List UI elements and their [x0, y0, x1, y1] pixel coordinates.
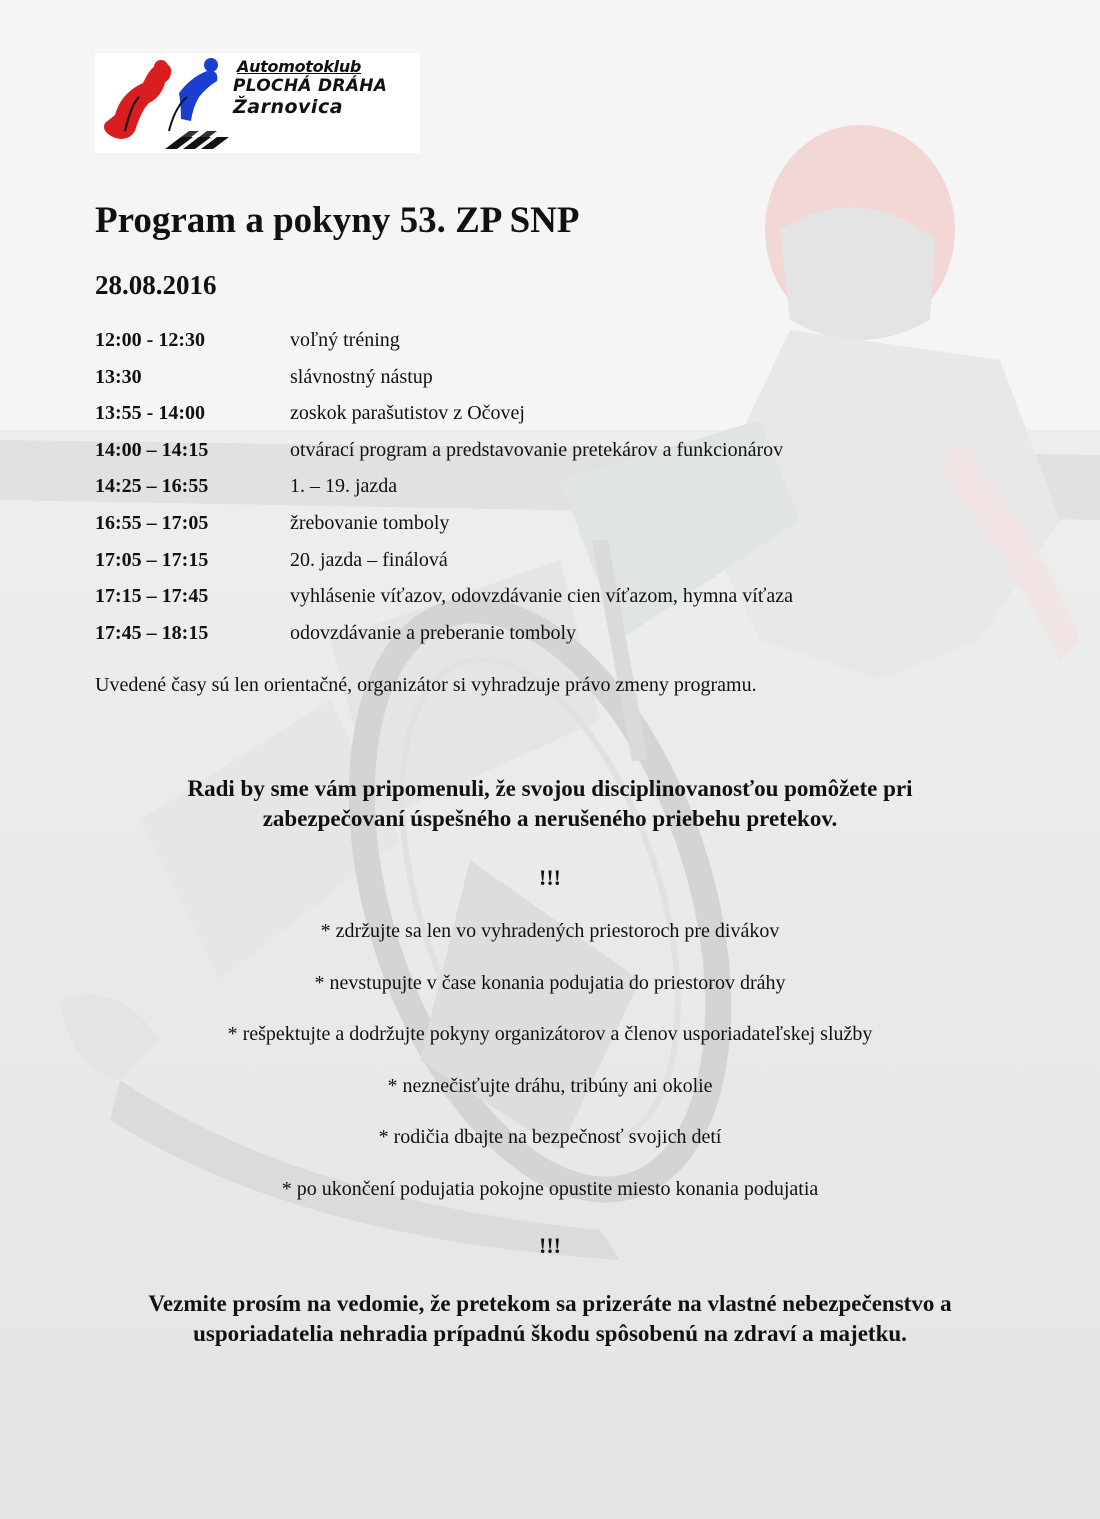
schedule-row [95, 400, 995, 437]
rule-item: * zdržujte sa len vo vyhradených priestoroch pre divákov [320, 920, 780, 942]
appeal-line: zabezpečovaní úspešného a nerušeného priebehu pretekov. [262, 806, 838, 831]
schedule-event: 20. jazda – finálová [290, 548, 448, 571]
speedway-rider-logo-icon [95, 53, 235, 153]
logo-text [233, 59, 423, 117]
schedule-time: 14:00 – 14:15 [95, 438, 209, 461]
appeal-paragraph [0, 774, 1100, 834]
warning-line: Vezmite prosím na vedomie, že pretekom sa prizeráte na vlastné nebezpečenstvo a [148, 1291, 952, 1316]
exclamation-mark-bottom: !!! [539, 1233, 561, 1258]
rule-item: * neznečisťujte dráhu, tribúny ani okolie [387, 1074, 713, 1097]
logo-line-plocha-draha: PLOCHÁ DRÁHA [233, 76, 388, 96]
schedule-row [95, 364, 995, 401]
rules-list [0, 918, 1100, 1228]
schedule-list [95, 327, 995, 656]
club-logo [95, 53, 420, 153]
schedule-event: odovzdávanie a preberanie tomboly [290, 621, 576, 644]
schedule-event: voľný tréning [290, 329, 400, 351]
schedule-time: 17:15 – 17:45 [95, 585, 209, 608]
schedule-event: žrebovanie tomboly [290, 511, 450, 534]
schedule-time: 14:25 – 16:55 [95, 475, 209, 498]
schedule-row [95, 437, 995, 474]
schedule-time: 17:05 – 17:15 [95, 548, 209, 571]
page-title: Program a pokyny 53. ZP SNP [95, 200, 580, 241]
logo-line-zarnovica: Žarnovica [233, 96, 344, 118]
warning-line: usporiadatelia nehradia prípadnú škodu spôsobenú na zdraví a majetku. [193, 1321, 907, 1346]
rule-item: * po ukončení podujatia pokojne opustite miesto konania podujatia [281, 1177, 819, 1200]
schedule-row [95, 327, 995, 364]
logo-line-automotoklub: Automotoklub [237, 57, 362, 76]
schedule-time: 17:45 – 18:15 [95, 621, 209, 644]
rule-item: * rešpektujte a dodržujte pokyny organizátorov a členov usporiadateľskej služby [227, 1023, 873, 1046]
schedule-event: otvárací program a predstavovanie pretekárov a funkcionárov [290, 438, 784, 461]
schedule-row [95, 547, 995, 584]
liability-warning [0, 1289, 1100, 1349]
rule-item: * rodičia dbajte na bezpečnosť svojich detí [378, 1126, 722, 1149]
schedule-time: 16:55 – 17:05 [95, 511, 209, 534]
schedule-row [95, 473, 995, 510]
schedule-row [95, 620, 995, 657]
schedule-event: zoskok parašutistov z Očovej [290, 402, 525, 425]
schedule-event: vyhlásenie víťazov, odovzdávanie cien víťazom, hymna víťaza [290, 585, 794, 608]
event-date: 28.08.2016 [95, 270, 217, 300]
schedule-time: 12:00 - 12:30 [95, 329, 205, 351]
schedule-event: slávnostný nástup [290, 365, 433, 388]
appeal-line: Radi by sme vám pripomenuli, že svojou disciplinovanosťou pomôžete pri [187, 776, 913, 801]
schedule-time: 13:30 [95, 365, 142, 388]
schedule-row [95, 583, 995, 620]
exclamation-mark-top: !!! [539, 865, 561, 890]
schedule-row [95, 510, 995, 547]
schedule-event: 1. – 19. jazda [290, 475, 398, 498]
schedule-note: Uvedené časy sú len orientačné, organizátor si vyhradzuje právo zmeny programu. [95, 674, 757, 696]
schedule-time: 13:55 - 14:00 [95, 402, 205, 425]
rule-item: * nevstupujte v čase konania podujatia do priestorov dráhy [314, 971, 786, 994]
